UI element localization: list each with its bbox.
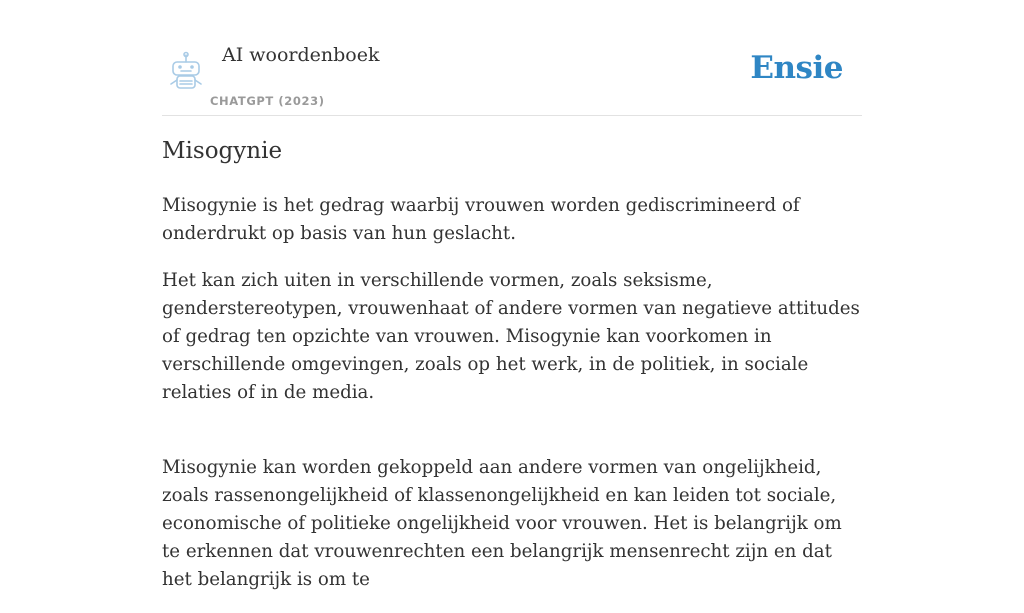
- robot-icon[interactable]: [165, 51, 207, 91]
- entry-container: [162, 0, 862, 590]
- source-name[interactable]: AI woordenboek: [222, 44, 380, 66]
- entry-definition: [162, 192, 862, 613]
- definition-paragraph: Het kan zich uiten in verschillende vormen, zoals seksisme, genderstereotypen, vrouwenhaat of andere vormen van negatieve attitudes of gedrag ten opzichte van vrouwen. Misogynie kan voorkomen in verschillende omgevingen, zoals op het werk, in de politiek, in sociale relaties of in de media.: [162, 270, 860, 403]
- definition-paragraph: Misogynie is het gedrag waarbij vrouwen worden gediscrimineerd of onderdrukt op basis van hun geslacht.: [162, 195, 800, 244]
- source-meta: CHATGPT (2023): [210, 94, 325, 108]
- entry-term: Misogynie: [162, 138, 283, 164]
- ensie-logo[interactable]: Ensie: [750, 50, 843, 86]
- entry-header: [162, 0, 862, 116]
- definition-paragraph: Misogynie kan worden gekoppeld aan andere vormen van ongelijkheid, zoals rassenongelijkheid of klassenongelijkheid en kan leiden tot sociale, economische of politieke ongelijkheid voor vrouwen. Het is belangrijk om te erkennen dat vrouwenrechten een belangrijk mensenrecht zijn en dat het belangrijk is om te: [162, 457, 842, 590]
